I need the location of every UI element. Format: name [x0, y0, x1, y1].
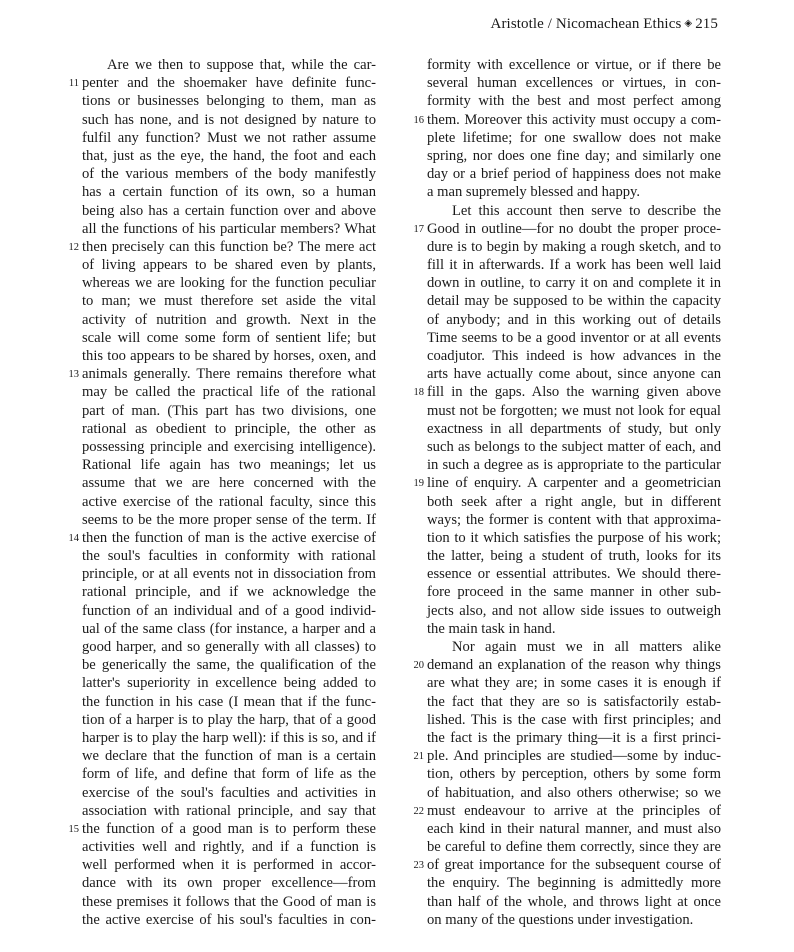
text-line [427, 511, 721, 529]
text-line [82, 838, 376, 856]
line-text: the fact is the primary thing—it is a first princi- [427, 729, 721, 746]
text-line [68, 238, 376, 256]
line-text: spring, nor does one fine day; and similarly one [427, 147, 721, 164]
line-text: them. Moreover this activity must occupy a com- [427, 111, 721, 128]
line-text: penter and the shoemaker have definite func- [82, 75, 376, 92]
line-text: exercise of the soul's faculties and activities in [82, 784, 376, 801]
line-text: demand an explanation of the reason why things [427, 657, 721, 674]
text-line [82, 292, 376, 310]
diamond-icon: ◈ [684, 18, 693, 29]
header-title: Aristotle / Nicomachean Ethics [490, 16, 682, 32]
line-text: tion, others by perception, others by some form [427, 766, 721, 783]
text-line [427, 311, 721, 329]
line-text: seems to be the more proper sense of the term. If [82, 511, 376, 528]
text-line [413, 383, 721, 401]
line-text: well performed when it is performed in accor- [82, 857, 376, 874]
text-line [82, 456, 376, 474]
line-text: the fact that they are so is satisfactorily estab- [427, 693, 721, 710]
text-line [82, 129, 376, 147]
text-line [427, 674, 721, 692]
line-text: such as belongs to the subject matter of each, and [427, 438, 721, 455]
text-line [427, 620, 721, 638]
text-line [427, 129, 721, 147]
line-text: ual of the same class (for instance, a harper and a [82, 620, 376, 637]
line-text: activities well and rightly, and if a function is [82, 839, 376, 856]
text-line [427, 365, 721, 383]
section-number: 15 [68, 823, 79, 835]
line-text: in such a degree as is appropriate to the particular [427, 457, 721, 474]
line-text: may be called the practical life of the rational [82, 384, 376, 401]
text-line [82, 256, 376, 274]
text-line [413, 111, 721, 129]
text-line [427, 74, 721, 92]
text-line [413, 856, 721, 874]
line-text: to man; we must therefore set aside the vital [82, 293, 376, 310]
text-line [82, 565, 376, 583]
text-line [82, 693, 376, 711]
text-line [413, 802, 721, 820]
text-line [82, 220, 376, 238]
text-line [427, 583, 721, 601]
text-line [427, 711, 721, 729]
text-line [427, 347, 721, 365]
line-text: activity of nutrition and growth. Next in the [82, 311, 376, 328]
text-line [427, 874, 721, 892]
line-text: Let this account then serve to describe the [452, 202, 721, 219]
line-text: essence or essential attributes. We should there- [427, 566, 721, 583]
section-number: 17 [413, 223, 424, 235]
line-text: that, just as the eye, the hand, the foot and each [82, 147, 376, 164]
line-text: of great importance for the subsequent course of [427, 857, 721, 874]
text-line [68, 529, 376, 547]
line-text: a man supremely blessed and happy. [427, 184, 641, 201]
text-line [82, 583, 376, 601]
line-text: formity with excellence or virtue, or if there be [427, 57, 721, 73]
text-line [82, 711, 376, 729]
line-text: ways; the former is content with that approxima- [427, 511, 721, 528]
text-line [82, 438, 376, 456]
text-line [413, 747, 721, 765]
line-text: the function of a good man is to perform these [82, 820, 376, 837]
text-line [68, 74, 376, 92]
text-line [427, 493, 721, 511]
text-line [427, 784, 721, 802]
text-line [427, 183, 721, 201]
line-text: tion to it which satisfies the purpose of his work; [427, 529, 721, 546]
line-text: of living appears to be shared even by plants, [82, 257, 376, 274]
line-text: tions or businesses belonging to them, man as [82, 93, 376, 110]
page-number: 215 [695, 16, 718, 32]
line-text: being also has a certain function over and above [82, 202, 376, 219]
line-text: part of man. (This part has two divisions, one [82, 402, 376, 419]
text-line [427, 56, 721, 74]
line-text: the active exercise of his soul's faculties in con- [82, 911, 376, 928]
line-text: fulfil any function? Must we not rather assume [82, 129, 376, 146]
text-line [82, 638, 376, 656]
text-line [427, 820, 721, 838]
text-line [427, 202, 721, 220]
line-text: fore proceed in the same manner in other sub- [427, 584, 721, 601]
line-text: we declare that the function of man is a certain [82, 748, 376, 765]
text-line [427, 92, 721, 110]
text-line [82, 911, 376, 929]
line-text: fill it in afterwards. If a work has been well laid [427, 257, 721, 274]
text-line [427, 438, 721, 456]
line-text: the latter, being a student of truth, looks for its [427, 548, 721, 565]
line-text: good harper, and so generally with all classes) to [82, 639, 376, 655]
line-text: animals generally. There remains therefore what [82, 366, 376, 383]
line-text: the enquiry. The beginning is admittedly more [427, 875, 721, 892]
text-line [427, 602, 721, 620]
text-line [427, 729, 721, 747]
text-line [82, 893, 376, 911]
text-line [82, 147, 376, 165]
line-text: be generically the same, the qualification of the [82, 657, 376, 674]
line-text: coadjutor. This indeed is how advances in the [427, 348, 721, 364]
text-line [427, 765, 721, 783]
line-text: day or a brief period of happiness does not make [427, 166, 721, 183]
line-text: ple. And principles are studied—some by induc- [427, 748, 721, 765]
text-line [427, 638, 721, 656]
line-text: tion of a harper is to play the harp, that of a good [82, 711, 376, 728]
line-text: rational principle, and if we acknowledge the [82, 584, 376, 601]
line-text: arts have actually come about, since anyone can [427, 366, 721, 383]
line-text: the function in his case (I mean that if the func- [82, 693, 376, 710]
text-line [427, 456, 721, 474]
line-text: than half of the whole, and throws light at once [427, 893, 721, 910]
text-line [427, 165, 721, 183]
section-number: 18 [413, 387, 424, 399]
text-line [82, 747, 376, 765]
line-text: principle, or at all events not in dissociation from [82, 566, 376, 583]
text-line [427, 693, 721, 711]
text-line [427, 402, 721, 420]
section-number: 16 [413, 114, 424, 126]
text-line [82, 802, 376, 820]
line-text: lished. This is the case with first principles; and [427, 711, 721, 728]
text-line [82, 511, 376, 529]
text-line [427, 238, 721, 256]
section-number: 13 [68, 369, 79, 381]
line-text: detail may be supposed to be within the capacity [427, 293, 721, 310]
line-text: this too appears to be shared by horses, oxen, and [82, 348, 376, 364]
text-line [82, 56, 376, 74]
section-number: 23 [413, 860, 424, 872]
line-text: down in outline, to carry it on and complete it in [427, 275, 721, 292]
line-text: Good in outline—for no doubt the proper proce- [427, 220, 721, 237]
text-line [82, 202, 376, 220]
text-line [427, 329, 721, 347]
text-line [82, 311, 376, 329]
text-line [68, 365, 376, 383]
text-line [427, 256, 721, 274]
section-number: 20 [413, 660, 424, 672]
line-text: are what they are; in some cases it is enough if [427, 675, 721, 692]
section-number: 19 [413, 478, 424, 490]
line-text: function of an individual and of a good individ- [82, 602, 376, 619]
line-text: possessing principle and exercising intelligence). [82, 438, 376, 455]
line-text: whereas we are looking for the function peculiar [82, 275, 376, 292]
line-text: of the various members of the body manifestly [82, 166, 376, 183]
line-text: rational as obedient to principle, the other as [82, 420, 376, 437]
line-text: then precisely can this function be? The mere act [82, 238, 376, 255]
section-number: 22 [413, 805, 424, 817]
text-line [427, 147, 721, 165]
line-text: dure is to begin by making a rough sketch, and to [427, 238, 721, 255]
line-text: harper is to play the harp well): if this is so, and if [82, 729, 376, 746]
text-line [82, 165, 376, 183]
text-line [427, 529, 721, 547]
text-line [427, 547, 721, 565]
line-text: form of life, and define that form of life as the [82, 766, 376, 783]
line-text: active exercise of the rational faculty, since this [82, 493, 376, 510]
text-line [82, 620, 376, 638]
text-line [427, 274, 721, 292]
line-text: each kind in their natural manner, and must also [427, 820, 721, 837]
text-line [427, 911, 721, 929]
text-line [82, 729, 376, 747]
text-line [82, 92, 376, 110]
text-line [82, 547, 376, 565]
line-text: exactness in all departments of study, but only [427, 420, 721, 437]
line-text: assume that we are here concerned with the [82, 475, 376, 492]
text-line [82, 402, 376, 420]
line-text: the main task in hand. [427, 620, 556, 637]
text-line [82, 856, 376, 874]
text-line [427, 565, 721, 583]
line-text: line of enquiry. A carpenter and a geometrician [427, 475, 721, 492]
line-text: the soul's faculties in conformity with rational [82, 548, 376, 565]
text-line [413, 474, 721, 492]
text-line [82, 674, 376, 692]
line-text: Rational life again has two meanings; let us [82, 457, 376, 474]
text-line [427, 893, 721, 911]
line-text: several human excellences or virtues, in con- [427, 75, 721, 92]
text-line [82, 329, 376, 347]
text-line [82, 874, 376, 892]
line-text: both seek after a right angle, but in different [427, 493, 721, 510]
text-line [82, 602, 376, 620]
section-number: 12 [68, 241, 79, 253]
line-text: of anybody; and in this working out of details [427, 311, 721, 328]
line-text: Time seems to be a good inventor or at all events [427, 329, 721, 346]
text-line [82, 493, 376, 511]
running-header [491, 16, 718, 33]
line-text: of habituation, and also others otherwise; so we [427, 784, 721, 801]
left-text-column [68, 56, 376, 929]
text-line [427, 292, 721, 310]
text-line [427, 420, 721, 438]
text-line [82, 765, 376, 783]
text-line [68, 820, 376, 838]
line-text: jects also, and not allow side issues to outweigh [427, 602, 721, 619]
line-text: such has none, and is not designed by nature to [82, 111, 376, 128]
text-line [82, 274, 376, 292]
line-text: latter's superiority in excellence being added to [82, 675, 376, 692]
line-text: all the functions of his particular members? What [82, 220, 376, 237]
text-line [427, 838, 721, 856]
text-line [82, 111, 376, 129]
text-line [82, 383, 376, 401]
text-line [82, 474, 376, 492]
text-line [413, 220, 721, 238]
line-text: must endeavour to arrive at the principles of [427, 802, 721, 819]
text-line [82, 347, 376, 365]
line-text: be careful to define them correctly, since they are [427, 839, 721, 856]
text-line [413, 656, 721, 674]
line-text: association with rational principle, and say that [82, 802, 376, 819]
line-text: these premises it follows that the Good of man is [82, 893, 376, 910]
text-line [82, 784, 376, 802]
line-text: must not be forgotten; we must not look for equal [427, 402, 721, 419]
section-number: 11 [68, 78, 79, 90]
text-line [82, 420, 376, 438]
text-line [82, 656, 376, 674]
line-text: plete lifetime; for one swallow does not make [427, 129, 721, 146]
line-text: then the function of man is the active exercise of [82, 529, 376, 546]
line-text: dance with its own proper excellence—from [82, 875, 376, 892]
line-text: formity with the best and most perfect among [427, 93, 721, 110]
line-text: on many of the questions under investigation. [427, 911, 694, 928]
line-text: scale will come some form of sentient life; but [82, 329, 376, 346]
section-number: 21 [413, 751, 424, 763]
line-text: Are we then to suppose that, while the car- [107, 57, 376, 73]
section-number: 14 [68, 532, 79, 544]
line-text: fill in the gaps. Also the warning given above [427, 384, 721, 401]
line-text: Nor again must we in all matters alike [452, 639, 721, 655]
text-line [82, 183, 376, 201]
right-text-column [413, 56, 721, 929]
line-text: has a certain function of its own, so a human [82, 184, 376, 201]
